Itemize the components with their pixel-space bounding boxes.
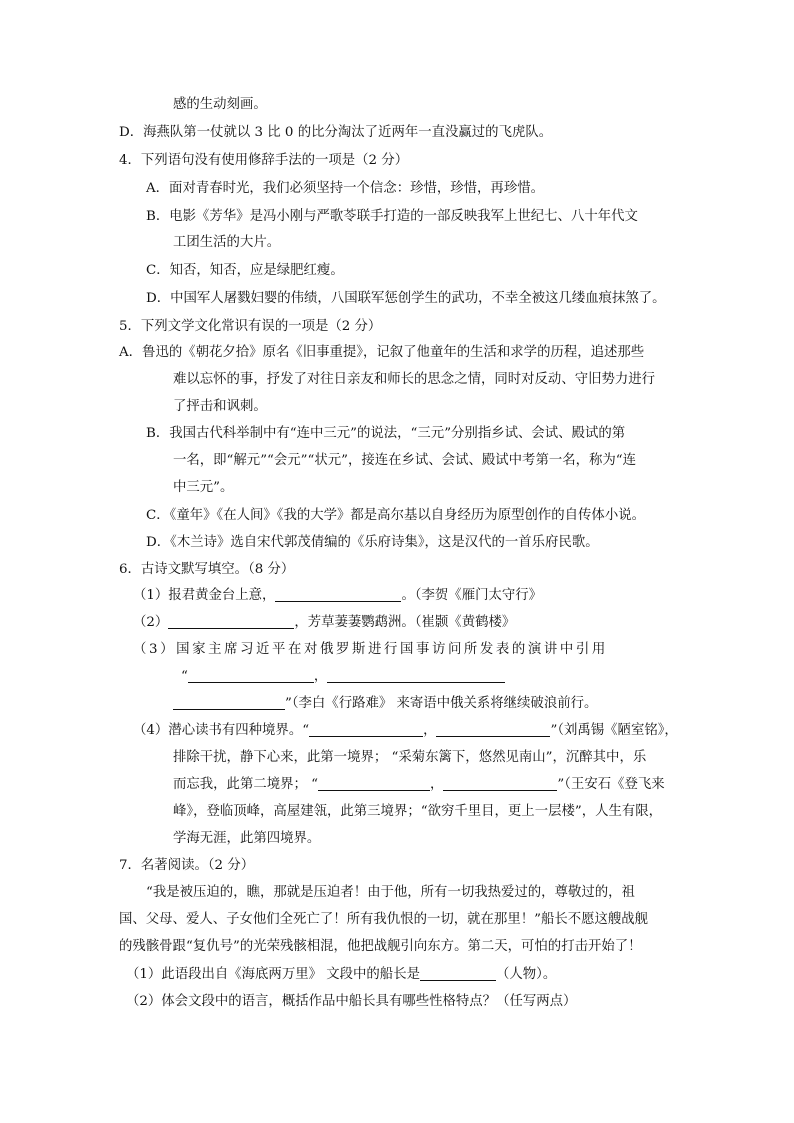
q7-item-2: （2）体会文段中的语言，概括作品中船长具有哪些性格特点？（任写两点） — [126, 994, 577, 1009]
text: ，芳草萋萋鹦鹉洲。（崔颢《黄鹤楼》 — [294, 615, 516, 630]
text-line: 中三元”。 — [173, 480, 234, 495]
q6-item-1 — [133, 587, 542, 605]
answer-blank[interactable] — [168, 614, 294, 629]
text: （1）此语段出自《海底两万里》 文段中的船长是 — [126, 967, 420, 982]
question-4-title: 4．下列语句没有使用修辞手法的一项是（2 分） — [119, 153, 409, 168]
text: ”（刘禹锡《陋室铭》， — [550, 723, 678, 738]
option-b-q5: B．我国古代科举制中有“连中三元”的说法，“三元”分别指乡试、会试、殿试的第 — [146, 426, 626, 441]
text-line: 了抨击和讽刺。 — [173, 399, 267, 414]
text: ， — [313, 669, 328, 684]
text: （2） — [133, 615, 169, 630]
q6-item-2 — [133, 614, 515, 632]
answer-blank[interactable] — [173, 695, 285, 710]
text-line: 排除干扰，静下心来，此第一境界； “采菊东篱下，悠然见南山”，沉醉其中，乐 — [173, 750, 647, 765]
text: ”（李白《行路难》 来寄语中俄关系将继续破浪前行。 — [285, 696, 598, 711]
q6-item-3-blanks — [181, 668, 505, 686]
passage-line: “我是被压迫的，瞧，那就是压迫者！由于他，所有一切我热爱过的，尊敬过的，祖 — [146, 885, 635, 900]
q6-item-4 — [133, 722, 678, 740]
option-d-q3: D．海燕队第一仗就以 3 比 0 的比分淘汰了近两年一直没赢过的飞虎队。 — [119, 125, 553, 140]
option-a-q5: A．鲁迅的《朝花夕拾》原名《旧事重提》，记叙了他童年的生活和求学的历程，追述那些 — [119, 345, 645, 360]
passage-line: 国、父母、爱人、子女他们全死亡了！所有我仇恨的一切，就在那里！”船长不愿这艘战舰 — [119, 912, 649, 927]
text: （人物）。 — [495, 967, 557, 982]
text: ”（王安石《登飞来 — [557, 777, 665, 792]
answer-blank[interactable] — [309, 722, 423, 737]
option-c-q4: C．知否，知否，应是绿肥红瘦。 — [146, 263, 344, 278]
answer-blank[interactable] — [188, 668, 314, 683]
question-6-title: 6．古诗文默写填空。（8 分） — [119, 562, 295, 577]
q6-item-3-cont — [173, 695, 597, 713]
text-line: 学海无涯，此第四境界。 — [173, 831, 321, 846]
passage-line: 的残骸骨跟“复仇号”的光荣残骸相混，他把战舰引向东方。第二天，可怕的打击开始了！ — [119, 939, 642, 954]
answer-blank[interactable] — [318, 776, 430, 791]
answer-blank[interactable] — [327, 668, 505, 683]
text: （4）潜心读书有四种境界。“ — [133, 723, 310, 738]
question-5-title: 5．下列文学文化常识有误的一项是（2 分） — [119, 319, 382, 334]
text: （1）报君黄金台上意， — [133, 588, 276, 603]
option-b-q4: B．电影《芳华》是冯小刚与严歌苓联手打造的一部反映我军上世纪七、八十年代文 — [146, 209, 638, 224]
option-c-q5: C．《童年》《在人间》《我的大学》都是高尔基以自身经历为原型创作的自传体小说。 — [146, 508, 645, 523]
text: 。（李贺《雁门太守行》 — [401, 588, 543, 603]
question-7-title: 7．名著阅读。（2 分） — [119, 858, 255, 873]
text-line: 一名，即“解元”“会元”“状元”，接连在乡试、会试、殿试中考第一名，称为“连 — [173, 453, 637, 468]
option-a-q4: A．面对青春时光，我们必须坚持一个信念：珍惜，珍惜，再珍惜。 — [146, 181, 544, 196]
q6-item-3: （3）国家主席习近平在对俄罗斯进行国事访问所发表的演讲中引用 — [133, 642, 608, 657]
q6-item-4-blanks — [173, 776, 665, 794]
option-d-q4: D．中国军人屠戮妇婴的伟绩，八国联军惩创学生的武功，不幸全被这几缕血痕抹煞了。 — [146, 291, 666, 306]
text: ， — [423, 723, 437, 738]
text: “ — [181, 669, 188, 684]
answer-blank[interactable] — [420, 966, 496, 981]
text-line: 难以忘怀的事，抒发了对往日亲友和师长的思念之情，同时对反动、守旧势力进行 — [173, 372, 656, 387]
answer-blank[interactable] — [443, 776, 557, 791]
text-line: 感的生动刻画。 — [173, 97, 267, 112]
text-line: 工团生活的大片。 — [173, 235, 281, 250]
option-d-q5: D．《木兰诗》选自宋代郭茂倩编的《乐府诗集》，这是汉代的一首乐府民歌。 — [146, 535, 599, 550]
answer-blank[interactable] — [275, 587, 401, 602]
text-line: 峰》，登临顶峰，高屋建瓴，此第三境界；“欲穷千里目，更上一层楼”，人生有限， — [173, 804, 663, 819]
text: ， — [430, 777, 444, 792]
answer-blank[interactable] — [436, 722, 550, 737]
text: 而忘我，此第二境界； “ — [173, 777, 319, 792]
q7-item-1 — [126, 966, 556, 984]
